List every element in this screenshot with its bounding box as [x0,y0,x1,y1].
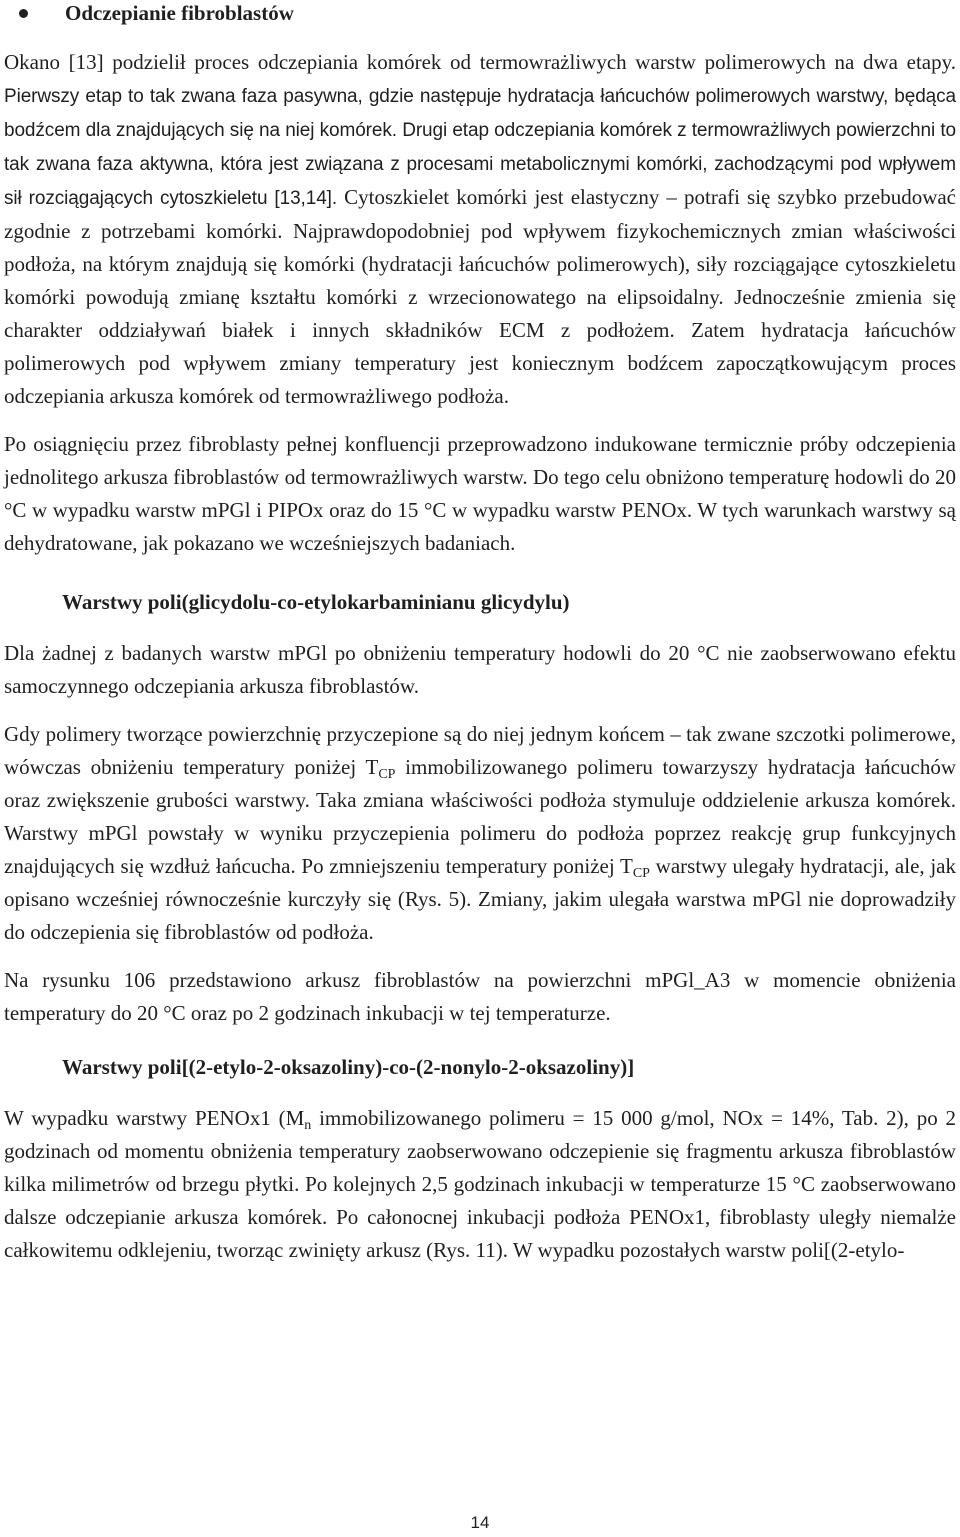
paragraph-penox1-part-b: immobilizowanego polimeru = 15 000 g/mol, NOx = 14%, Tab. 2), po 2 godzinach od momentu obniżenia temperatury zaobserwowano odczepienie się fragmentu arkusza fibroblastów kilka milimetrów od brzegu płytki. Po kolejnych 2,5 godzinach inkubacji w temperaturze 15 °C zaobserwowano dalsze odczepianie arkusza komórek. Po całonocnej inkubacji podłoża PENOx1, fibroblasty uległy niemalże całkowitemu odklejeniu, tworząc zwinięty arkusz (Rys. 11). W wypadku pozostałych warstw poli[(2-etylo- [4,1106,956,1262]
subscript-n: n [304,1118,312,1133]
paragraph-penox1-part-a: W wypadku warstwy PENOx1 (M [4,1106,305,1130]
paragraph-okano [4,46,956,413]
paragraph-penox1 [4,1102,956,1267]
paragraph-brushes-part-b: immobilizowanego polimeru towarzyszy hydratacja łańcuchów oraz zwiększenie grubości warstwy. Taka zmiana właściwości podłoża stymuluje oddzielenie arkusza komórek. Warstwy mPGl powstały w wyniku przyczepienia polimeru do podłoża poprzez reakcję grup funkcyjnych znajdujących się wzdłuż łańcucha. Po zmniejszeniu temperatury poniżej T [4,755,956,878]
subscript-cp-2: CP [632,866,650,881]
page-number: 14 [470,1513,490,1532]
paragraph-brushes-part-c: warstwy ulegały hydratacji, ale, jak opisano wcześniej równocześnie kurczyły się (Rys. 5). Zmiany, jakim ulegała warstwa mPGl nie doprowadziły do odczepienia się fibroblastów od podłoża. [4,854,956,944]
subheading-penox: Warstwy poli[(2-etylo-2-oksazoliny)-co-(2-nonylo-2-oksazoliny)] [62,1055,635,1079]
bullet-icon [19,9,28,18]
paragraph-okano-sans-text: Pierwszy etap to tak zwana faza pasywna, gdzie następuje hydratacja łańcuchów polimerowych warstwy, będąca bodźcem dla znajdujących się na niej komórek. Drugi etap odczepiania komórek z termowrażliwych powierzchni to tak zwana faza aktywna, która jest związana z procesami metabolicznymi komórki, zachodzącymi pod wpływem sił rozciągających cytoszkieletu [13,14]. [4,86,956,209]
section-heading: Odczepianie fibroblastów [65,0,294,25]
paragraph-brushes-part-a: Gdy polimery tworzące powierzchnię przyczepione są do niej jednym końcem – tak zwane szczotki polimerowe, wówczas obniżeniu temperatury poniżej T [4,722,956,779]
subheading-mpgl: Warstwy poli(glicydolu-co-etylokarbaminianu glicydylu) [62,590,570,614]
paragraph-mpgl-result: Dla żadnej z badanych warstw mPGl po obniżeniu temperatury hodowli do 20 °C nie zaobserwowano efektu samoczynnego odczepiania arkusza fibroblastów. [4,641,956,698]
paragraph-figure-reference: Na rysunku 106 przedstawiono arkusz fibroblastów na powierzchni mPGl_A3 w momencie obniżenia temperatury do 20 °C oraz po 2 godzinach inkubacji w tej temperaturze. [4,968,956,1025]
paragraph-polymer-brushes [4,718,956,949]
paragraph-confluence: Po osiągnięciu przez fibroblasty pełnej konfluencji przeprowadzono indukowane termicznie próby odczepienia jednolitego arkusza fibroblastów od termowrażliwych warstw. Do tego celu obniżono temperaturę hodowli do 20 °C w wypadku warstw mPGl i PIPOx oraz do 15 °C w wypadku warstw PENOx. W tych warunkach warstwy są dehydratowane, jak pokazano we wcześniejszych badaniach. [4,432,956,555]
paragraph-okano-sentence-1: Okano [13] podzielił proces odczepiania komórek od termowrażliwych warstw polimerowych na dwa etapy. [4,50,956,74]
subscript-cp-1: CP [378,767,396,782]
paragraph-okano-sentence-3: Cytoszkielet komórki jest elastyczny – potrafi się szybko przebudować zgodnie z potrzebami komórki. Najprawdopodobniej pod wpływem fizykochemicznych zmian właściwości podłoża, na którym znajdują się komórki (hydratacji łańcuchów polimerowych), siły rozciągające cytoszkieletu komórki powodują zmianę kształtu komórki z wrzecionowatego na elipsoidalny. Jednocześnie zmienia się charakter oddziaływań białek i innych składników ECM z podłożem. Zatem hydratacja łańcuchów polimerowych pod wpływem zmiany temperatury jest koniecznym bodźcem zapoczątkowującym proces odczepiania arkusza komórek od termowrażliwego podłoża. [4,185,956,408]
section-heading-row [4,0,956,28]
